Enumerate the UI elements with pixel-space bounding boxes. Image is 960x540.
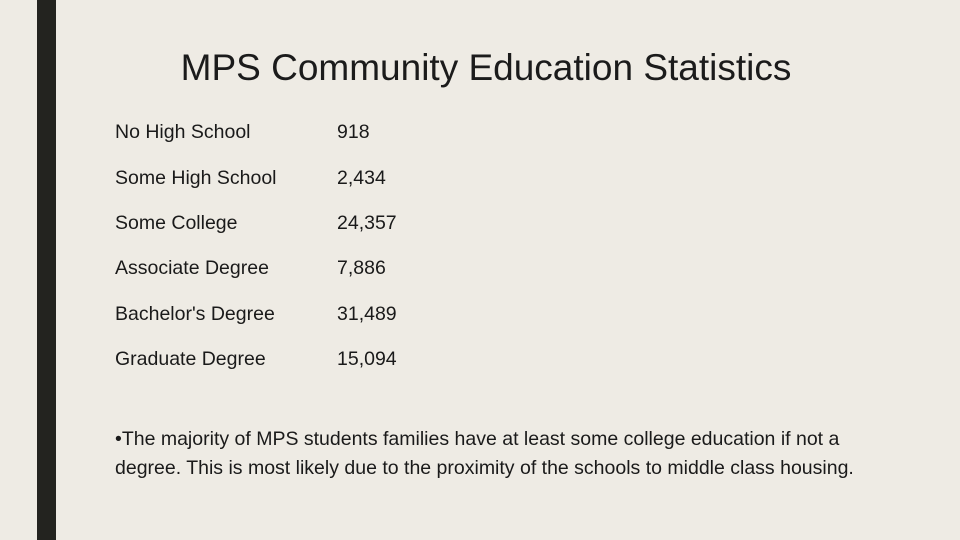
stats-table (115, 110, 635, 382)
row-value: 2,434 (337, 166, 386, 189)
accent-bar (37, 0, 56, 540)
table-row (115, 246, 635, 291)
row-value: 24,357 (337, 211, 397, 234)
row-value: 31,489 (337, 302, 397, 325)
row-label: Graduate Degree (115, 348, 266, 371)
row-label: Bachelor's Degree (115, 302, 275, 325)
table-row (115, 155, 635, 200)
row-value: 918 (337, 121, 370, 144)
slide-title: MPS Community Education Statistics (180, 47, 792, 88)
summary-note: •The majority of MPS students families have at least some college education if not a degree. This is most likely due to the proximity of the schools to middle class housing. (115, 428, 854, 479)
table-row (115, 337, 635, 382)
row-label: No High School (115, 121, 251, 144)
row-value: 15,094 (337, 348, 397, 371)
row-label: Some College (115, 211, 238, 234)
row-value: 7,886 (337, 257, 386, 280)
row-label: Some High School (115, 166, 277, 189)
table-row (115, 292, 635, 337)
table-row (115, 110, 635, 155)
table-row (115, 201, 635, 246)
row-label: Associate Degree (115, 257, 269, 280)
